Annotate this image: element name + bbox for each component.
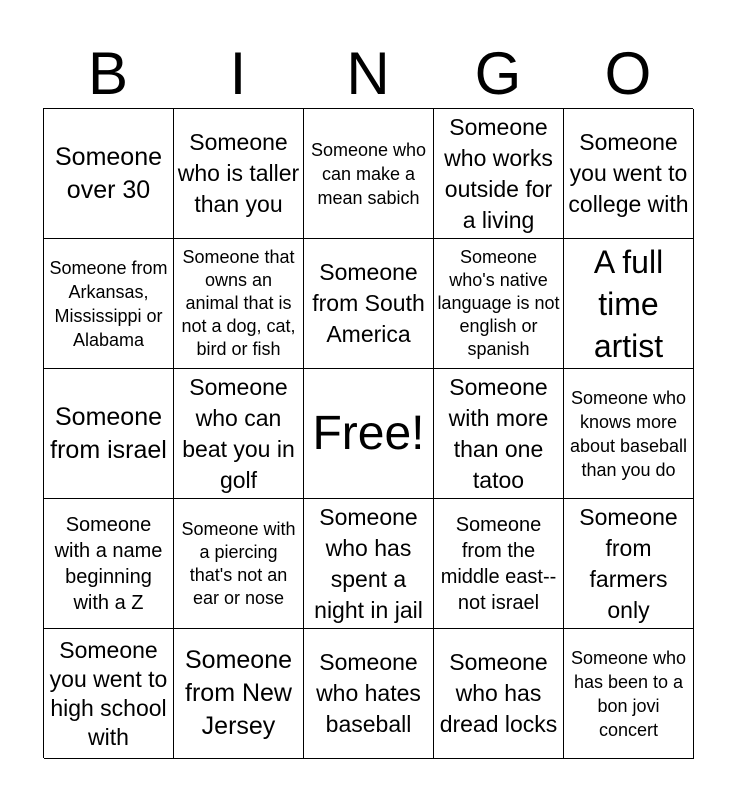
bingo-cell[interactable] (44, 369, 174, 499)
cell-text: Someone from the middle east--not israel (440, 513, 557, 614)
cell-text: Someone you went to high school with (49, 636, 168, 750)
bingo-cell[interactable] (434, 239, 564, 369)
header-letter-g: G (474, 40, 522, 107)
cell-text: Someone over 30 (54, 142, 163, 204)
cell-text: Someone from farmers only (579, 503, 678, 623)
cell-text: Someone from Arkansas, Mississippi or Alabama (49, 257, 168, 350)
bingo-cell[interactable] (304, 499, 434, 629)
bingo-cell[interactable] (44, 629, 174, 759)
cell-text: Someone who knows more about baseball than you do (569, 387, 688, 480)
cell-text: Someone who works outside for a living (444, 113, 553, 233)
header-letter-n: N (346, 40, 390, 107)
cell-text: Someone you went to college with (568, 129, 689, 217)
cell-text: Someone who is taller than you (177, 129, 300, 217)
cell-text: Someone who has spent a night in jail (314, 503, 423, 623)
bingo-cell[interactable] (174, 629, 304, 759)
bingo-cell[interactable] (434, 499, 564, 629)
bingo-cell[interactable] (434, 369, 564, 499)
bingo-cell[interactable] (304, 239, 434, 369)
header-letter-i: I (229, 40, 247, 107)
bingo-cell[interactable] (564, 629, 694, 759)
cell-text: Someone with a piercing that's not an ear or nose (181, 518, 296, 608)
cell-text: Someone who can make a mean sabich (310, 139, 427, 208)
bingo-cell[interactable] (564, 369, 694, 499)
bingo-card (43, 108, 693, 758)
bingo-cell[interactable] (564, 109, 694, 239)
bingo-cell[interactable] (44, 499, 174, 629)
cell-text: Someone who hates baseball (316, 649, 421, 737)
cell-text: A full time artist (593, 243, 664, 364)
bingo-cell[interactable] (174, 109, 304, 239)
bingo-header (43, 40, 693, 108)
header-letter-b: B (87, 40, 129, 107)
bingo-cell[interactable] (564, 239, 694, 369)
free-space-text: Free! (312, 406, 425, 460)
bingo-cell[interactable] (174, 499, 304, 629)
cell-text: Someone from New Jersey (184, 646, 293, 740)
bingo-cell[interactable] (44, 109, 174, 239)
bingo-cell[interactable] (304, 109, 434, 239)
free-space-cell[interactable] (304, 369, 434, 499)
bingo-cell[interactable] (304, 629, 434, 759)
bingo-cell[interactable] (434, 109, 564, 239)
cell-text: Someone from israel (50, 402, 167, 464)
cell-text: Someone that owns an animal that is not a dog, cat, bird or fish (181, 247, 296, 359)
bingo-cell[interactable] (564, 499, 694, 629)
cell-text: Someone who can beat you in golf (182, 373, 295, 493)
cell-text: Someone who's native language is not english or spanish (437, 247, 560, 359)
cell-text: Someone who has been to a bon jovi concert (570, 647, 687, 740)
cell-text: Someone with more than one tatoo (448, 373, 549, 493)
bingo-cell[interactable] (174, 369, 304, 499)
bingo-cell[interactable] (174, 239, 304, 369)
bingo-cell[interactable] (44, 239, 174, 369)
bingo-cell[interactable] (434, 629, 564, 759)
header-letter-o: O (604, 40, 652, 107)
cell-text: Someone with a name beginning with a Z (54, 513, 163, 614)
cell-text: Someone who has dread locks (439, 649, 558, 737)
cell-text: Someone from South America (312, 259, 425, 347)
